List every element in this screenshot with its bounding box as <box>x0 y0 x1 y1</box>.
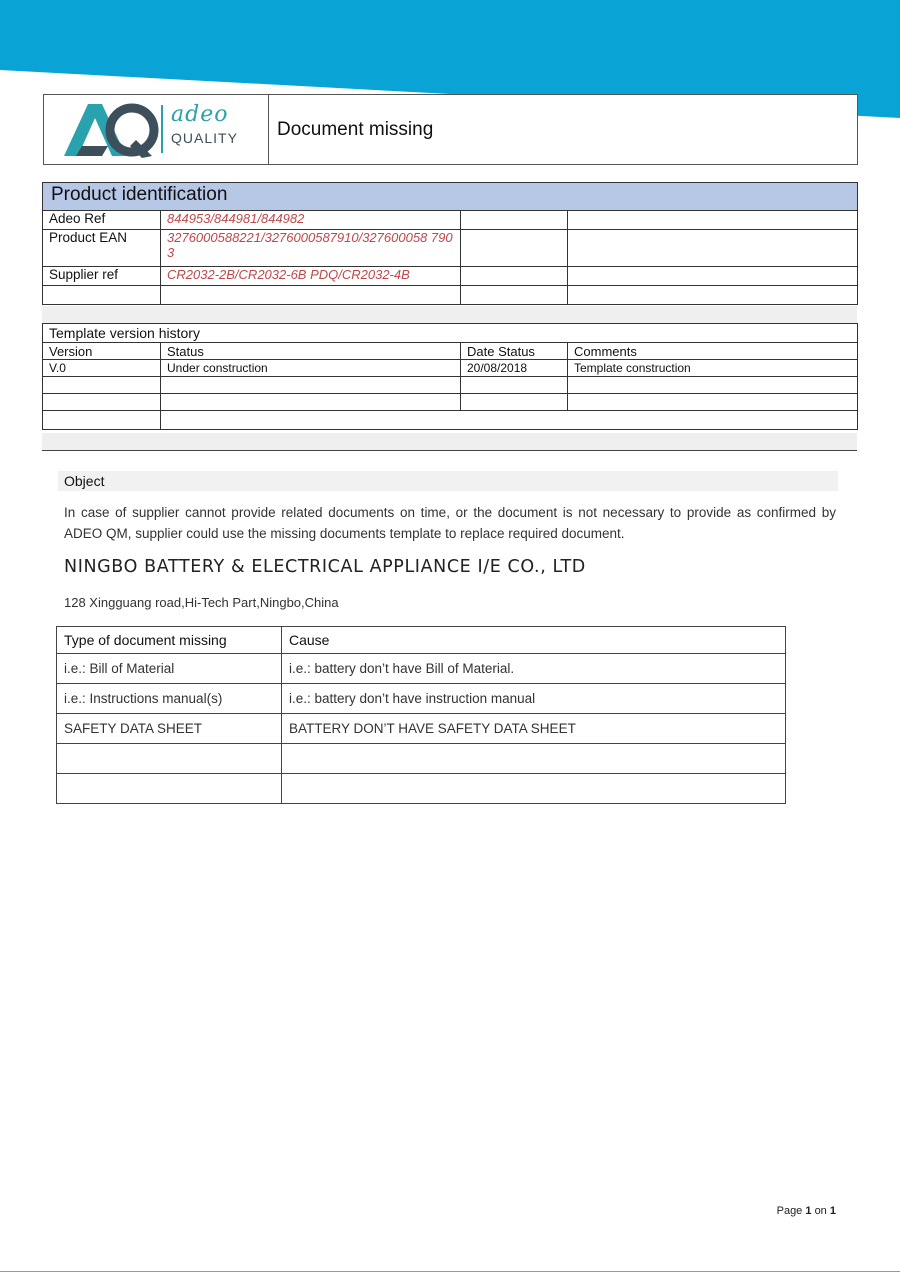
missing-documents-table <box>56 626 786 804</box>
product-identification-title: Product identification <box>43 183 858 211</box>
table-row <box>43 230 858 267</box>
aq-logo-icon <box>62 100 162 160</box>
page-total: 1 <box>829 1205 836 1217</box>
column-header: Comments <box>568 343 858 360</box>
column-header: Type of document missing <box>57 627 282 654</box>
column-header: Version <box>43 343 161 360</box>
document-title: Document missing <box>277 118 434 140</box>
table-row <box>57 714 786 744</box>
logo-adeo-text: adeo <box>171 102 229 127</box>
bottom-divider <box>0 1271 900 1272</box>
table-row <box>57 684 786 714</box>
column-header: Status <box>161 343 461 360</box>
table-row <box>43 377 858 394</box>
table-cell: BATTERY DON’T HAVE SAFETY DATA SHEET <box>282 714 786 744</box>
table-cell: 20/08/2018 <box>461 360 568 377</box>
logo-wordmark <box>171 104 238 146</box>
supplier-ref-value: CR2032-2B/CR2032-6B PDQ/CR2032-4B <box>161 267 461 286</box>
table-row <box>57 774 786 804</box>
column-header: Cause <box>282 627 786 654</box>
table-row <box>57 744 786 774</box>
logo-quality-text: QUALITY <box>171 130 238 146</box>
product-ean-value: 3276000588221/3276000587910/327600058 7903 <box>161 230 461 267</box>
table-row <box>43 360 858 377</box>
section-gap <box>42 306 857 323</box>
object-text: In case of supplier cannot provide related documents on time, or the document is not necessary to provide as confirmed by ADEO QM, supplier could use the missing documents template to replace required document. <box>64 505 836 541</box>
company-name: NINGBO BATTERY & ELECTRICAL APPLIANCE I/E CO., LTD <box>64 557 586 577</box>
row-label: Product EAN <box>43 230 161 267</box>
object-heading: Object <box>58 471 838 491</box>
company-address: 128 Xingguang road,Hi-Tech Part,Ningbo,China <box>64 595 339 610</box>
table-cell: i.e.: Bill of Material <box>57 654 282 684</box>
table-header-row <box>43 343 858 360</box>
table-cell: i.e.: Instructions manual(s) <box>57 684 282 714</box>
table-cell: Under construction <box>161 360 461 377</box>
table-header-row <box>57 627 786 654</box>
page-sep: on <box>814 1205 827 1217</box>
table-cell: SAFETY DATA SHEET <box>57 714 282 744</box>
table-row <box>43 394 858 411</box>
page-prefix: Page <box>776 1205 803 1217</box>
page-current: 1 <box>805 1205 812 1217</box>
table-cell: Template construction <box>568 360 858 377</box>
table-cell: V.0 <box>43 360 161 377</box>
table-row <box>43 267 858 286</box>
table-row <box>57 654 786 684</box>
template-version-history-title: Template version history <box>43 324 858 343</box>
row-label: Adeo Ref <box>43 211 161 230</box>
row-label: Supplier ref <box>43 267 161 286</box>
table-row <box>43 211 858 230</box>
product-identification-table <box>42 182 858 305</box>
logo-divider <box>160 105 164 153</box>
page-number <box>777 1205 836 1217</box>
document-header <box>43 94 858 165</box>
section-gap <box>42 433 857 451</box>
column-header: Date Status <box>461 343 568 360</box>
table-row <box>43 286 858 305</box>
table-cell: i.e.: battery don’t have Bill of Material. <box>282 654 786 684</box>
adeo-ref-value: 844953/844981/844982 <box>161 211 461 230</box>
template-version-history-table <box>42 323 858 430</box>
table-row <box>43 411 858 430</box>
table-cell: i.e.: battery don’t have instruction manual <box>282 684 786 714</box>
adeo-quality-logo <box>44 95 269 164</box>
